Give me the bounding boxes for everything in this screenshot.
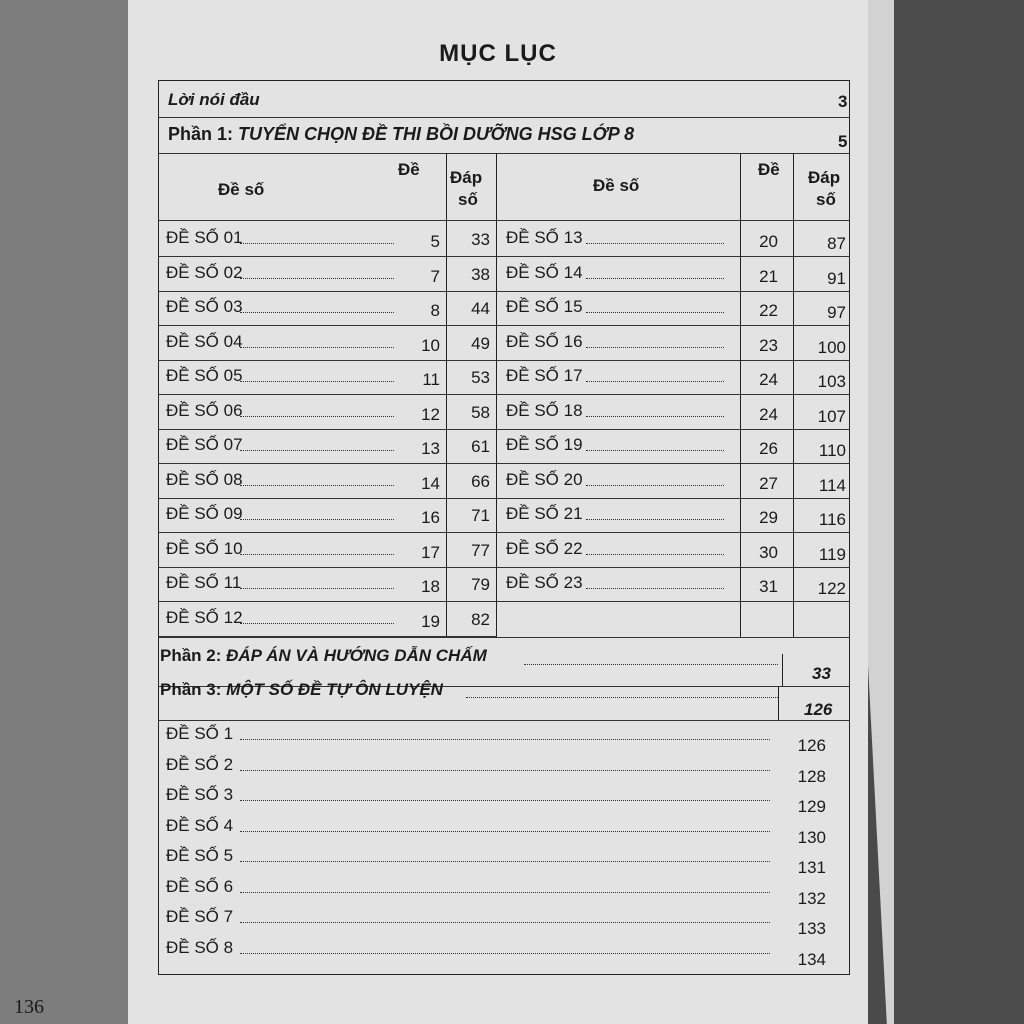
part3-row-page: 126: [797, 736, 826, 755]
row-name: ĐỀ SỐ 04: [166, 331, 243, 351]
row-ans: 107: [817, 406, 846, 426]
row-ans: 38: [471, 264, 490, 284]
leader-dots: [240, 450, 394, 451]
row-de: 30: [759, 542, 778, 562]
part3-row-name: ĐỀ SỐ 6: [166, 876, 234, 896]
row-name: ĐỀ SỐ 22: [506, 538, 583, 558]
part3-row-name: ĐỀ SỐ 1: [166, 724, 234, 743]
row-de: 26: [759, 439, 778, 458]
part3-row-name: ĐỀ SỐ 5: [166, 846, 234, 865]
row-de: 14: [421, 473, 440, 493]
row-name: ĐỀ SỐ 12: [166, 607, 243, 627]
leader-dots: [240, 831, 770, 832]
part3-row-name: ĐỀ SỐ 7: [166, 907, 234, 926]
row-divider: [158, 567, 496, 568]
row-ans: 77: [471, 540, 490, 560]
row-ans: 103: [817, 372, 846, 391]
row-de: 19: [421, 611, 440, 631]
col-header-so-left: số: [458, 190, 478, 209]
column-divider: [740, 153, 741, 637]
part3-row-name: ĐỀ SỐ 3: [166, 785, 234, 804]
leader-dots: [586, 243, 724, 244]
page-number: 136: [14, 996, 44, 1018]
part2-page: 33: [812, 664, 831, 683]
row-divider: [496, 325, 850, 326]
col-header-de-left: Đề: [398, 160, 420, 179]
row-divider: [158, 291, 496, 292]
leader-dots: [240, 243, 394, 244]
row-de: 11: [422, 370, 440, 389]
divider: [158, 637, 850, 638]
row-name: ĐỀ SỐ 01: [166, 228, 243, 247]
row-divider: [496, 498, 850, 499]
row-de: 17: [421, 542, 440, 562]
row-de: 23: [759, 335, 778, 355]
col-header-dap-left: Đáp: [450, 168, 483, 187]
row-name: ĐỀ SỐ 18: [506, 400, 583, 420]
part3-row-page: 132: [797, 888, 826, 908]
part3-row-page: 131: [797, 858, 826, 877]
row-de: 5: [430, 232, 440, 251]
col-header-so-right: số: [816, 190, 836, 209]
row-divider: [158, 532, 496, 533]
row-name: ĐỀ SỐ 06: [166, 400, 243, 420]
row-name: ĐỀ SỐ 03: [166, 297, 243, 316]
row-name: ĐỀ SỐ 10: [166, 538, 243, 558]
row-name: ĐỀ SỐ 02: [166, 262, 243, 282]
col-header-name-right: Đề số: [593, 176, 640, 195]
part2-heading: [160, 646, 487, 666]
row-divider: [158, 429, 496, 430]
part3-heading: [160, 680, 443, 700]
row-ans: 53: [471, 368, 490, 387]
row-de: 22: [759, 301, 778, 320]
row-de: 10: [421, 335, 440, 355]
leader-dots: [240, 278, 394, 279]
row-de: 16: [421, 508, 440, 527]
row-de: 12: [421, 404, 440, 424]
column-divider: [496, 153, 497, 637]
part3-row-name: ĐỀ SỐ 2: [166, 754, 234, 774]
leader-dots: [240, 485, 394, 486]
leader-dots: [240, 800, 770, 801]
leader-dots: [586, 554, 724, 555]
row-name: ĐỀ SỐ 19: [506, 435, 583, 454]
background-right: [894, 0, 1024, 1024]
row-divider: [158, 256, 496, 257]
row-name: ĐỀ SỐ 23: [506, 573, 583, 592]
row-ans: 119: [818, 544, 846, 564]
row-ans: 110: [818, 441, 846, 460]
leader-dots: [240, 953, 770, 954]
leader-dots: [586, 381, 724, 382]
leader-dots: [586, 519, 724, 520]
row-divider: [496, 360, 850, 361]
leader-dots: [586, 278, 724, 279]
row-name: ĐỀ SỐ 07: [166, 435, 243, 454]
row-name: ĐỀ SỐ 20: [506, 469, 583, 489]
row-divider: [158, 601, 496, 602]
col-header-name-left: Đề số: [218, 180, 265, 199]
row-divider: [496, 567, 850, 568]
row-de: 24: [759, 370, 778, 389]
leader-dots: [240, 554, 394, 555]
row-name: ĐỀ SỐ 13: [506, 228, 583, 247]
row-de: 20: [759, 232, 778, 251]
row-name: ĐỀ SỐ 14: [506, 262, 583, 282]
row-divider: [158, 498, 496, 499]
part3-row-page: 130: [797, 827, 826, 847]
leader-dots: [240, 312, 394, 313]
row-de: 8: [430, 301, 440, 320]
part3-title: MỘT SỐ ĐỀ TỰ ÔN LUYỆN: [226, 680, 443, 699]
part3-row-page: 134: [797, 949, 826, 969]
leader-dots: [586, 588, 724, 589]
book-page: [128, 0, 868, 1024]
col-header-de-right: Đề: [758, 160, 780, 179]
row-name: ĐỀ SỐ 16: [506, 331, 583, 351]
row-ans: 114: [818, 475, 846, 495]
leader-dots: [240, 892, 770, 893]
background-left: [0, 0, 132, 1024]
row-name: ĐỀ SỐ 17: [506, 366, 583, 385]
row-ans: 97: [827, 303, 846, 322]
row-name: ĐỀ SỐ 05: [166, 366, 243, 385]
part1-page: 5: [838, 132, 848, 151]
leader-dots: [240, 519, 394, 520]
row-ans: 58: [471, 402, 490, 422]
row-divider: [496, 429, 850, 430]
column-divider: [782, 654, 783, 686]
row-name: ĐỀ SỐ 15: [506, 297, 583, 316]
row-divider: [496, 291, 850, 292]
foreword-page: 3: [838, 92, 848, 111]
leader-dots: [240, 739, 770, 740]
divider: [158, 220, 850, 221]
row-de: 13: [421, 439, 440, 458]
row-ans: 33: [471, 230, 490, 249]
row-divider: [158, 463, 496, 464]
leader-dots: [240, 347, 394, 348]
row-ans: 49: [471, 333, 490, 353]
leader-dots: [524, 664, 778, 665]
row-ans: 116: [818, 510, 846, 529]
part1-prefix: Phần 1:: [168, 124, 239, 144]
row-name: ĐỀ SỐ 09: [166, 504, 243, 523]
leader-dots: [586, 450, 724, 451]
part2-title: ĐÁP ÁN VÀ HƯỚNG DẪN CHẤM: [226, 646, 487, 665]
row-ans: 61: [471, 437, 490, 456]
column-divider: [446, 153, 447, 637]
row-ans: 91: [827, 268, 846, 288]
row-divider: [158, 394, 496, 395]
part3-row-page: 129: [797, 797, 826, 816]
part3-row-name: ĐỀ SỐ 8: [166, 937, 234, 957]
leader-dots: [586, 347, 724, 348]
row-ans: 66: [471, 471, 490, 491]
part2-prefix: Phần 2:: [160, 646, 227, 665]
leader-dots: [586, 312, 724, 313]
leader-dots: [240, 588, 394, 589]
leader-dots: [240, 623, 394, 624]
column-divider: [778, 686, 779, 720]
page-title: MỤC LỤC: [439, 40, 557, 67]
part1-heading: [168, 124, 634, 145]
row-ans: 79: [471, 575, 490, 594]
row-divider: [496, 601, 850, 602]
part3-row-name: ĐỀ SỐ 4: [166, 815, 234, 835]
row-divider: [158, 360, 496, 361]
column-divider: [793, 153, 794, 637]
row-divider: [496, 394, 850, 395]
leader-dots: [240, 861, 770, 862]
row-name: ĐỀ SỐ 11: [166, 573, 242, 592]
leader-dots: [240, 381, 394, 382]
divider: [158, 153, 850, 154]
row-de: 27: [759, 473, 778, 493]
row-ans: 71: [471, 506, 490, 525]
row-de: 21: [759, 266, 778, 286]
leader-dots: [586, 416, 724, 417]
row-ans: 122: [817, 579, 846, 598]
leader-dots: [240, 922, 770, 923]
leader-dots: [240, 416, 394, 417]
row-ans: 44: [471, 299, 490, 318]
divider: [158, 117, 850, 118]
part3-row-page: 128: [797, 766, 826, 786]
row-divider: [158, 325, 496, 326]
row-de: 18: [421, 577, 440, 596]
row-name: ĐỀ SỐ 21: [506, 504, 583, 523]
part1-title: TUYỂN CHỌN ĐỀ THI BỒI DƯỠNG HSG LỚP 8: [238, 124, 635, 144]
row-de: 29: [759, 508, 778, 527]
row-ans: 82: [471, 609, 490, 629]
part3-page: 126: [804, 700, 833, 719]
col-header-dap-right: Đáp: [808, 168, 841, 187]
leader-dots: [240, 770, 770, 771]
foreword-label: Lời nói đầu: [168, 90, 260, 109]
row-divider: [496, 463, 850, 464]
row-de: 24: [759, 404, 778, 424]
leader-dots: [586, 485, 724, 486]
part3-row-page: 133: [797, 919, 826, 938]
part3-prefix: Phần 3:: [160, 680, 227, 699]
leader-dots: [466, 697, 778, 698]
row-ans: 100: [817, 337, 846, 357]
row-divider: [496, 256, 850, 257]
row-de: 31: [759, 577, 778, 596]
divider: [158, 720, 850, 721]
row-divider: [496, 532, 850, 533]
row-name: ĐỀ SỐ 08: [166, 469, 243, 489]
row-de: 7: [430, 266, 440, 286]
row-ans: 87: [827, 234, 846, 253]
